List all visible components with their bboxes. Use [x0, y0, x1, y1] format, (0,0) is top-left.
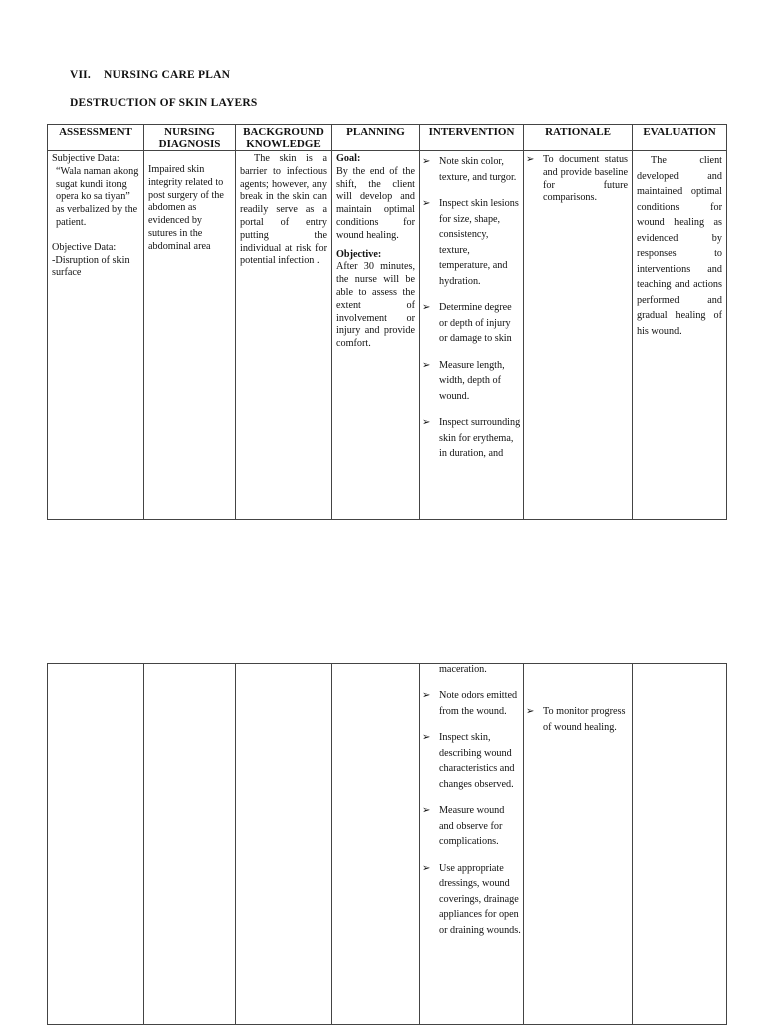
- intervention-continuation: maceration.: [439, 664, 487, 675]
- objective-label: Objective Data:: [52, 241, 117, 253]
- planning-cell: [332, 151, 420, 520]
- diagnosis-text: Impaired skin integrity related to post surgery of the abdomen as evidenced by sutures in the abdominal area: [148, 164, 224, 252]
- bullet-arrow-icon: ➢: [526, 154, 535, 165]
- list-item: ➢ Measure wound and observe for complications.: [422, 805, 505, 847]
- list-item: ➢ To document status and provide baseline for future comparisons.: [526, 154, 628, 204]
- list-item: ➢ Inspect surrounding skin for erythema, in duration, and: [422, 417, 521, 459]
- header-intervention: INTERVENTION: [420, 125, 524, 151]
- diagnosis-cell: [144, 151, 236, 520]
- background-cell: [236, 664, 332, 1025]
- intervention-list: [422, 688, 521, 938]
- planning-cell: [332, 664, 420, 1025]
- goal-label: Goal:: [336, 153, 361, 164]
- diagnosis-cell: [144, 664, 236, 1025]
- header-rationale: RATIONALE: [524, 125, 633, 151]
- bullet-arrow-icon: ➢: [422, 805, 431, 816]
- evaluation-cell: [633, 664, 727, 1025]
- list-item: ➢ Note skin color, texture, and turgor.: [422, 156, 517, 183]
- intervention-list: [422, 154, 521, 462]
- list-item: ➢ Inspect skin, describing wound characteristics and changes observed.: [422, 732, 515, 790]
- subjective-text: “Wala naman akong sugat kundi itong opera ko sa tiyan” as verbalized by the patient.: [56, 165, 139, 228]
- care-plan-table-continued: [47, 663, 727, 1025]
- section-title: NURSING CARE PLAN: [104, 69, 231, 81]
- planning-objective-text: After 30 minutes, the nurse will be able to assess the extent of involvement or injury and provide comfort.: [336, 261, 415, 350]
- rationale-cell: [524, 664, 633, 1025]
- table-header-row: [48, 125, 727, 151]
- list-item: ➢ Measure length, width, depth of wound.: [422, 359, 505, 402]
- table-row: [48, 151, 727, 520]
- list-item: ➢ To monitor progress of wound healing.: [526, 706, 626, 733]
- header-planning: PLANNING: [332, 125, 420, 151]
- evaluation-cell: [633, 151, 727, 520]
- list-item: ➢ Determine degree or depth of injury or damage to skin: [422, 302, 512, 344]
- bullet-arrow-icon: ➢: [526, 706, 535, 717]
- intervention-cell: [420, 151, 524, 520]
- bullet-arrow-icon: ➢: [422, 156, 431, 167]
- objective-text: -Disruption of skin surface: [52, 254, 130, 279]
- rationale-cell: [524, 151, 633, 520]
- list-item: ➢ Use appropriate dressings, wound coverings, drainage appliances for open or draining wounds.: [422, 862, 521, 936]
- evaluation-text: The client developed and maintained optimal conditions for wound healing as evidenced by responses to interventions and teaching and actions performed and gradual healing of his wound.: [637, 155, 722, 337]
- section-number: VII.: [70, 69, 91, 81]
- bullet-arrow-icon: ➢: [422, 302, 431, 313]
- background-cell: [236, 151, 332, 520]
- bullet-arrow-icon: ➢: [422, 359, 431, 371]
- table-row: [48, 664, 727, 1025]
- care-plan-subtitle: DESTRUCTION OF SKIN LAYERS: [70, 97, 258, 109]
- rationale-list: [526, 704, 628, 735]
- bullet-arrow-icon: ➢: [422, 732, 431, 743]
- header-background-knowledge: BACKGROUND KNOWLEDGE: [236, 125, 332, 151]
- bullet-arrow-icon: ➢: [422, 862, 431, 874]
- assessment-cell: [48, 664, 144, 1025]
- list-item: ➢ Inspect skin lesions for size, shape, consistency, texture, temperature, and hydration.: [422, 198, 519, 287]
- header-assessment: ASSESSMENT: [48, 125, 144, 151]
- goal-text: By the end of the shift, the client will develop and maintain optimal conditions for wound healing.: [336, 165, 415, 241]
- bullet-arrow-icon: ➢: [422, 690, 431, 701]
- list-item: ➢ Note odors emitted from the wound.: [422, 690, 518, 717]
- planning-objective-label: Objective:: [336, 248, 382, 260]
- subjective-label: Subjective Data:: [52, 153, 120, 164]
- rationale-list: [526, 154, 628, 205]
- bullet-arrow-icon: ➢: [422, 417, 431, 428]
- header-nursing-diagnosis: NURSING DIAGNOSIS: [144, 125, 236, 151]
- care-plan-table: [47, 124, 727, 520]
- background-text: The skin is a barrier to infectious agents; however, any break in the skin can readily serve as a portal of entry putting the individual at risk for potential infection .: [240, 153, 327, 267]
- section-heading: [70, 69, 230, 81]
- header-evaluation: EVALUATION: [633, 125, 727, 151]
- intervention-cell: [420, 664, 524, 1025]
- bullet-arrow-icon: ➢: [422, 198, 431, 209]
- assessment-cell: [48, 151, 144, 520]
